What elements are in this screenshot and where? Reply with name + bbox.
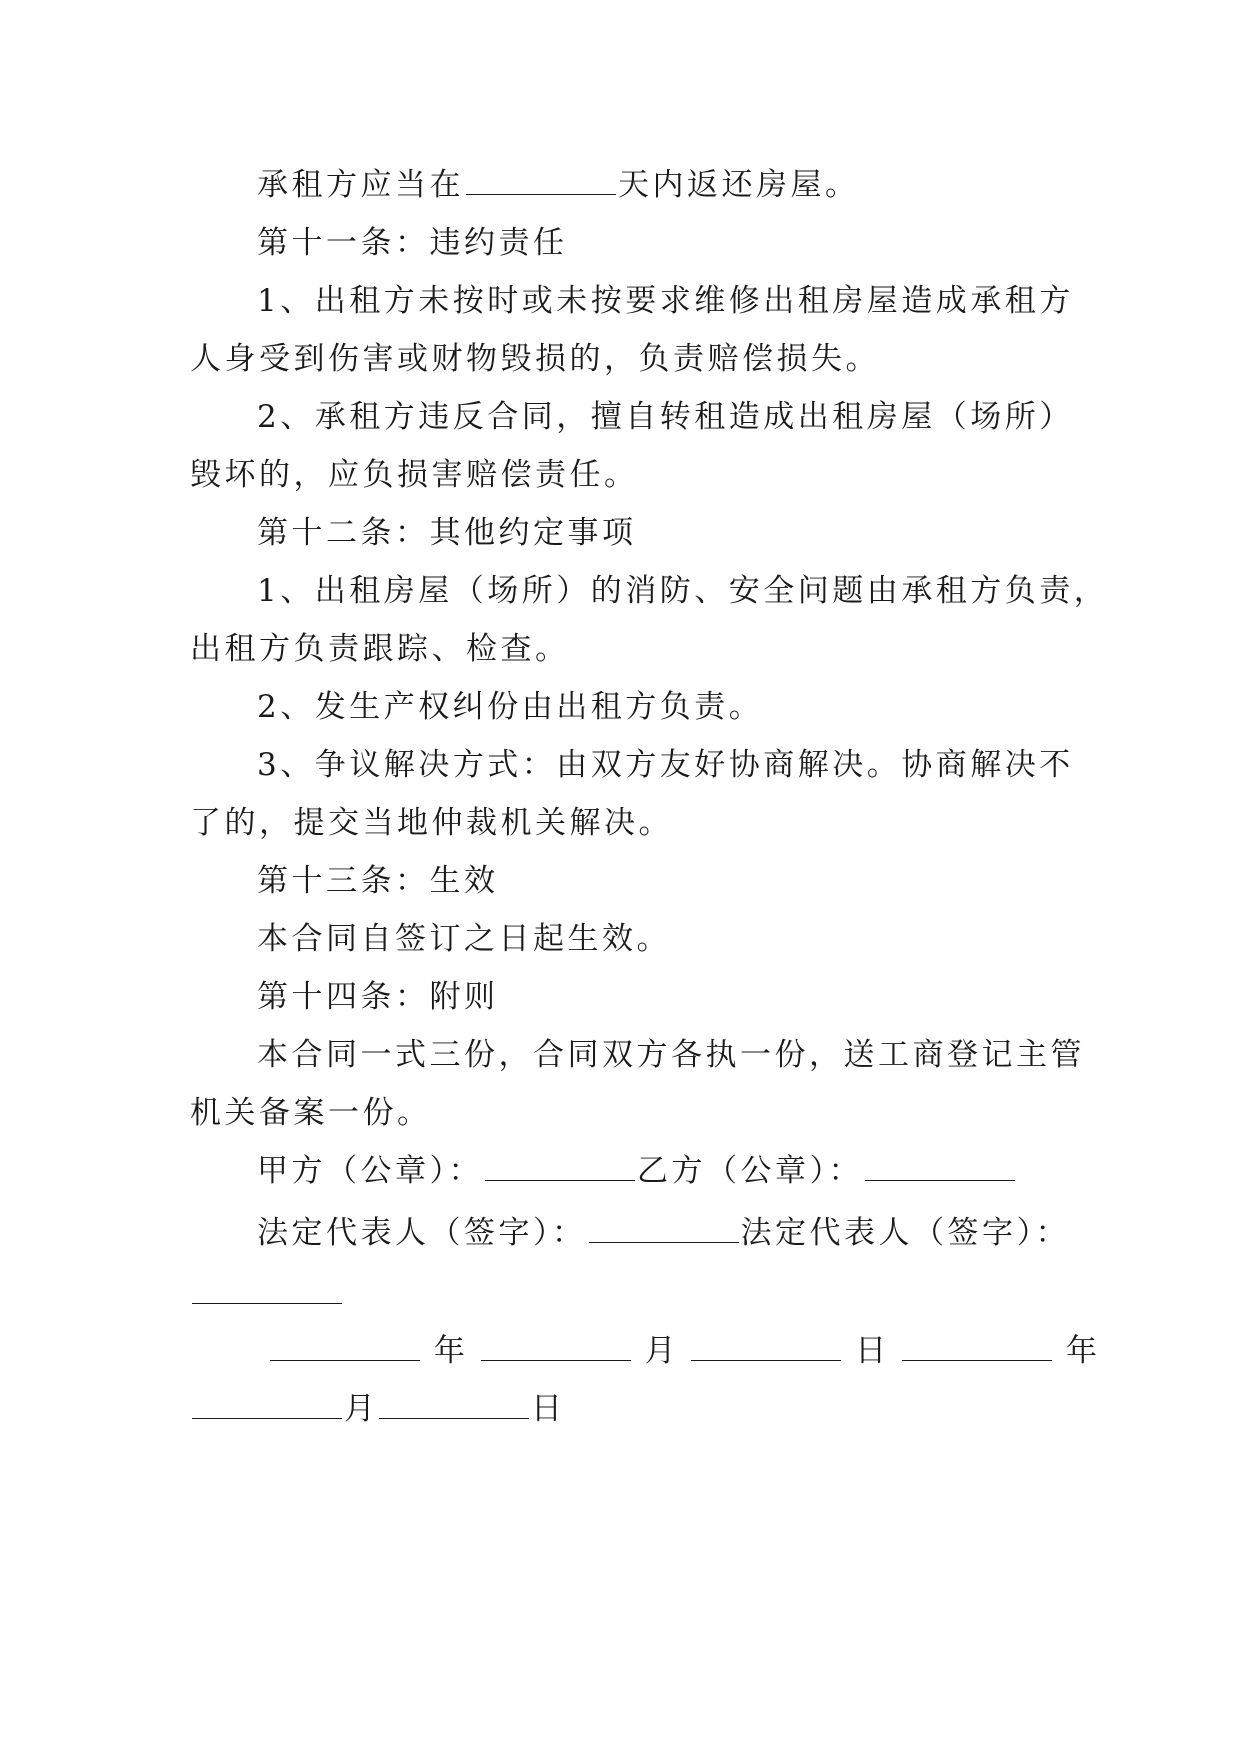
blank-year-b (902, 1332, 1052, 1361)
blank-party-b-rep (192, 1275, 342, 1304)
return-clause (257, 165, 1070, 205)
blank-day-a (691, 1332, 841, 1361)
article-12-heading: 第十二条：其他约定事项 (257, 515, 637, 551)
blank-month-a (481, 1332, 631, 1361)
paragraph: 2、承租方违反合同，擅自转租造成出租房屋（场所） (257, 399, 1074, 435)
paragraph: 2、发生产权纠份由出租方负责。 (257, 689, 764, 725)
day-label: 日 (855, 1333, 889, 1369)
blank-day-b (379, 1390, 529, 1419)
party-a-seal-label: 甲方（公章）： (257, 1153, 483, 1189)
party-b-rep-label: 法定代表人（签字）： (740, 1215, 1070, 1251)
paragraph: 本合同一式三份，合同双方各执一份，送工商登记主管 (257, 1037, 1085, 1073)
party-a-rep-label: 法定代表人（签字）： (257, 1215, 587, 1251)
seal-line (257, 1151, 1070, 1191)
text: 天内返还房屋。 (618, 167, 860, 203)
year-label: 年 (1066, 1333, 1100, 1369)
blank-days (466, 166, 616, 195)
article-14-heading: 第十四条：附则 (257, 979, 499, 1015)
date-line-continued (190, 1389, 1070, 1429)
paragraph: 了的，提交当地仲裁机关解决。 (190, 805, 673, 841)
date-line (268, 1331, 1100, 1371)
paragraph: 毁坏的，应负损害赔偿责任。 (190, 457, 639, 493)
paragraph: 本合同自签订之日起生效。 (257, 921, 671, 957)
month-label: 月 (344, 1391, 377, 1427)
paragraph: 1、出租方未按时或未按要求维修出租房屋造成承租方 (257, 283, 1074, 319)
text: 承租方应当在 (257, 167, 464, 203)
paragraph: 人身受到伤害或财物毁损的，负责赔偿损失。 (190, 341, 880, 377)
paragraph: 机关备案一份。 (190, 1095, 432, 1131)
paragraph: 出租方负责跟踪、检查。 (190, 631, 570, 667)
blank-party-b-seal (865, 1152, 1015, 1181)
blank-party-a-seal (485, 1152, 635, 1181)
article-11-heading: 第十一条：违约责任 (257, 225, 568, 261)
article-13-heading: 第十三条：生效 (257, 863, 499, 899)
party-b-seal-label: 乙方（公章）： (637, 1153, 863, 1189)
paragraph: 3、争议解决方式：由双方友好协商解决。协商解决不 (257, 747, 1074, 783)
blank-party-a-rep (589, 1214, 739, 1243)
blank-month-b (192, 1390, 342, 1419)
blank-year-a (270, 1332, 420, 1361)
day-label: 日 (531, 1391, 564, 1427)
year-label: 年 (433, 1333, 467, 1369)
paragraph: 1、出租房屋（场所）的消防、安全问题由承租方负责， (257, 573, 1109, 609)
representative-line (257, 1213, 1070, 1253)
month-label: 月 (644, 1333, 678, 1369)
